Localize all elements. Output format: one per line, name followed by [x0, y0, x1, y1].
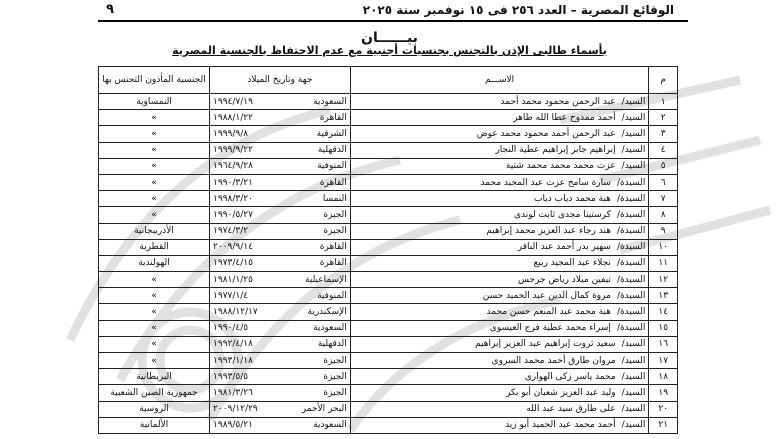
- honorific: السيدة/: [616, 177, 646, 188]
- applicant-name: عبد الرحمن محمود محمد أحمد: [500, 96, 616, 107]
- honorific: السيد/: [621, 96, 646, 107]
- row-number: ٣: [649, 126, 678, 142]
- birth-date: ١٩٨٨/١/٢٢: [213, 112, 253, 123]
- applicant-name-cell: [350, 110, 649, 126]
- table-row: [99, 207, 678, 223]
- row-number: ٩: [649, 223, 678, 239]
- birth-place: القاهرة: [319, 242, 347, 253]
- applicant-name: محمد ياسر زكى الهوارى: [524, 371, 616, 382]
- table-row: [99, 142, 678, 158]
- birth-place-date-cell: [210, 223, 351, 239]
- applicant-name-cell: [350, 207, 649, 223]
- row-number: ٧: [649, 191, 678, 207]
- birth-place-date-cell: [210, 385, 351, 401]
- birth-place: الدقهلية: [317, 339, 347, 350]
- applicant-name: مروة كمال الدين عبد الحميد حسن: [482, 290, 611, 301]
- birth-place: الإسكندرية: [307, 307, 347, 318]
- nationality: »: [99, 320, 210, 336]
- birth-place-date-cell: [210, 401, 351, 417]
- page-header: [98, 2, 688, 22]
- applicant-name-cell: [350, 304, 649, 320]
- birth-place-date-cell: [210, 336, 351, 352]
- applicant-name-cell: [350, 223, 649, 239]
- birth-place: القاهرة: [319, 177, 347, 188]
- honorific: السيدة/: [616, 290, 646, 301]
- header-name: الاســـم: [350, 67, 649, 94]
- birth-place: الجيزة: [323, 226, 347, 237]
- table-row: [99, 223, 678, 239]
- table-row: [99, 385, 678, 401]
- row-number: ١٨: [649, 369, 678, 385]
- birth-place-date-cell: [210, 158, 351, 174]
- birth-place: القاهرة: [319, 112, 347, 123]
- applicant-name: كرستينا مجدى ثابت لوندى: [514, 209, 611, 220]
- birth-place: المنوفية: [317, 161, 347, 172]
- table-row: [99, 255, 678, 271]
- applicant-name-cell: [350, 94, 649, 110]
- row-number: ١: [649, 94, 678, 110]
- table-row: [99, 272, 678, 288]
- document-subtitle: بأسماء طالبى الإذن بالتجنس بجنسيات أجنبية مع عدم الاحتفاظ بالجنسية المصرية: [172, 44, 607, 57]
- nationality: »: [99, 272, 210, 288]
- birth-place-date-cell: [210, 288, 351, 304]
- row-number: ٢: [649, 110, 678, 126]
- birth-date: ١٩٧٧/١/٤: [213, 290, 249, 301]
- honorific: السيد/: [621, 161, 646, 172]
- honorific: السيد/: [621, 387, 646, 398]
- birth-place-date-cell: [210, 353, 351, 369]
- birth-place: الجيزة: [323, 371, 347, 382]
- honorific: السيدة/: [616, 242, 646, 253]
- honorific: السيد/: [621, 145, 646, 156]
- nationality: القطرية: [99, 239, 210, 255]
- honorific: السيدة/: [616, 193, 646, 204]
- table-row: [99, 369, 678, 385]
- table-row: [99, 94, 678, 110]
- nationality: »: [99, 126, 210, 142]
- birth-place-date-cell: [210, 304, 351, 320]
- nationality: البريطانية: [99, 369, 210, 385]
- row-number: ١٢: [649, 272, 678, 288]
- honorific: السيدة/: [616, 258, 646, 269]
- table-row: [99, 353, 678, 369]
- birth-date: ٢٠٠٩/١٢/٢٩: [213, 404, 258, 415]
- applicant-name-cell: [350, 320, 649, 336]
- applicant-name: أحمد ممدوح عطا الله طاهر: [513, 112, 616, 123]
- applicant-name: إبراهيم جابر إبراهيم عطية النجار: [495, 145, 616, 156]
- header-nationality: الجنسية المأذون التجنس بها: [99, 67, 210, 94]
- applicant-name: عزت محمد محمد محمد شتية: [505, 161, 616, 172]
- header-place-date: جهة وتاريخ الميلاد: [210, 67, 351, 94]
- applicant-name: سهير بدر أحمد عبد الباقر: [517, 242, 611, 253]
- table-row: [99, 239, 678, 255]
- applicant-name-cell: [350, 126, 649, 142]
- honorific: السيد/: [621, 112, 646, 123]
- nationality: »: [99, 142, 210, 158]
- row-number: ١٣: [649, 288, 678, 304]
- birth-place: السعودية: [313, 96, 347, 107]
- birth-place-date-cell: [210, 191, 351, 207]
- applicant-name-cell: [350, 288, 649, 304]
- nationality: »: [99, 353, 210, 369]
- birth-place: القاهرة: [319, 258, 347, 269]
- birth-date: ١٩٦٤/٩/٢٨: [213, 161, 253, 172]
- applicant-name-cell: [350, 272, 649, 288]
- birth-date: ١٩٩٢/٤/١٨: [213, 339, 253, 350]
- row-number: ١٠: [649, 239, 678, 255]
- row-number: ٤: [649, 142, 678, 158]
- birth-date: ١٩٩٠/٥/٢٧: [213, 209, 253, 220]
- table-row: [99, 401, 678, 417]
- honorific: السيد/: [621, 404, 646, 415]
- birth-date: ١٩٩٩/٩/٨: [213, 128, 249, 139]
- applicant-name: مروان طارق أحمد محمد السروى: [491, 355, 616, 366]
- applicant-name-cell: [350, 239, 649, 255]
- row-number: ٢١: [649, 417, 678, 433]
- table-row: [99, 110, 678, 126]
- honorific: السيد/: [621, 128, 646, 139]
- nationality: »: [99, 191, 210, 207]
- nationality: »: [99, 207, 210, 223]
- row-number: ١٩: [649, 385, 678, 401]
- birth-date: ١٩٨١/١/٢٥: [213, 274, 253, 285]
- row-number: ١٧: [649, 353, 678, 369]
- table-row: [99, 288, 678, 304]
- birth-date: ١٩٨١/٣/٢٦: [213, 387, 253, 398]
- birth-place-date-cell: [210, 369, 351, 385]
- birth-date: ١٩٩٤/٧/١٩: [213, 96, 253, 107]
- nationality: »: [99, 304, 210, 320]
- applicant-name: تيفين ميلاد رياض جرجس: [518, 274, 611, 285]
- nationality: جمهورية الصين الشعبية: [99, 385, 210, 401]
- applicant-name: وليد عبد العزيز شعبان أبو بكر: [505, 387, 616, 398]
- applicants-table: [98, 66, 678, 434]
- applicant-name-cell: [350, 353, 649, 369]
- row-number: ٢٠: [649, 401, 678, 417]
- birth-date: ١٩٧٣/٤/١٥: [213, 258, 253, 269]
- birth-date: ١٩٧٤/٣/٢: [213, 226, 249, 237]
- birth-place: الدقهلية: [317, 145, 347, 156]
- nationality: الروسية: [99, 401, 210, 417]
- table-row: [99, 191, 678, 207]
- applicant-name: عبد الرحمن أحمد محمود محمد عوض: [476, 128, 616, 139]
- nationality: الألمانية: [99, 417, 210, 433]
- birth-place-date-cell: [210, 94, 351, 110]
- applicant-name-cell: [350, 158, 649, 174]
- table-body: [99, 94, 678, 434]
- birth-place-date-cell: [210, 255, 351, 271]
- birth-date: ١٩٨٨/١٢/١٧: [213, 307, 258, 318]
- applicant-name: هبة محمد دياب دياب: [534, 193, 611, 204]
- row-number: ١١: [649, 255, 678, 271]
- birth-place-date-cell: [210, 142, 351, 158]
- applicant-name: سعيد ثروت إبراهيم عبد العزيز إبراهيم: [475, 339, 616, 350]
- birth-place-date-cell: [210, 239, 351, 255]
- birth-place-date-cell: [210, 174, 351, 190]
- applicant-name: أحمد محمد عبد الحميد أبو زيد: [505, 420, 616, 431]
- birth-place-date-cell: [210, 126, 351, 142]
- table-row: [99, 126, 678, 142]
- page-number: ٩: [106, 2, 114, 17]
- table-row: [99, 174, 678, 190]
- birth-date: ١٩٩٠/٣/٢١: [213, 177, 253, 188]
- applicant-name: نجلاء عبد المجيد ربيع: [533, 258, 611, 269]
- honorific: السيدة/: [616, 307, 646, 318]
- birth-date: ١٩٩٣/٥/٥: [213, 371, 249, 382]
- table-row: [99, 158, 678, 174]
- applicant-name-cell: [350, 174, 649, 190]
- applicant-name: هند رجاء عبد العزيز محمد إبراهيم: [486, 226, 611, 237]
- birth-date: ١٩٩٩/٩/٢٢: [213, 145, 253, 156]
- applicant-name-cell: [350, 385, 649, 401]
- honorific: السيدة/: [616, 226, 646, 237]
- nationality: »: [99, 336, 210, 352]
- row-number: ١٦: [649, 336, 678, 352]
- applicant-name-cell: [350, 191, 649, 207]
- birth-place: النمسا: [322, 193, 347, 204]
- row-number: ٨: [649, 207, 678, 223]
- birth-place: السعودية: [313, 323, 347, 334]
- birth-date: ١٩٩٨/٣/٢٠: [213, 193, 253, 204]
- applicant-name-cell: [350, 417, 649, 433]
- applicant-name-cell: [350, 255, 649, 271]
- applicant-name-cell: [350, 142, 649, 158]
- birth-place: السعودية: [313, 420, 347, 431]
- honorific: السيدة/: [616, 323, 646, 334]
- row-number: ٥: [649, 158, 678, 174]
- nationality: النمساوية: [99, 94, 210, 110]
- applicant-name-cell: [350, 369, 649, 385]
- applicant-name: هبة محمد عبد المنعم حسن محمد: [486, 307, 611, 318]
- birth-place: الجيزة: [323, 387, 347, 398]
- birth-place-date-cell: [210, 110, 351, 126]
- honorific: السيدة/: [616, 209, 646, 220]
- birth-date: ١٩٩٣/١/١٨: [213, 355, 253, 366]
- birth-date: ١٩٨٩/٥/٢١: [213, 420, 253, 431]
- birth-place: البحر الأحمر: [301, 404, 347, 415]
- applicant-name: سارة سامح عزت عبد المجيد محمد: [480, 177, 611, 188]
- birth-place: الجيزة: [323, 209, 347, 220]
- table-row: [99, 417, 678, 433]
- nationality: »: [99, 110, 210, 126]
- birth-place: الجيزة: [323, 355, 347, 366]
- birth-place: الشرقية: [316, 128, 347, 139]
- row-number: ١٤: [649, 304, 678, 320]
- nationality: »: [99, 288, 210, 304]
- applicant-name: إسراء محمد عطية فرج العيسوى: [489, 323, 611, 334]
- applicant-name-cell: [350, 336, 649, 352]
- header-no: م: [649, 67, 678, 94]
- honorific: السيدة/: [616, 274, 646, 285]
- nationality: الأذربيجانية: [99, 223, 210, 239]
- birth-place-date-cell: [210, 272, 351, 288]
- nationality: »: [99, 174, 210, 190]
- honorific: السيد/: [621, 371, 646, 382]
- birth-place-date-cell: [210, 207, 351, 223]
- applicant-name-cell: [350, 401, 649, 417]
- birth-place: الإسماعيلية: [305, 274, 347, 285]
- table-row: [99, 304, 678, 320]
- table-row: [99, 336, 678, 352]
- birth-place-date-cell: [210, 320, 351, 336]
- applicant-name: على طارق سيد عبد الله: [526, 404, 616, 415]
- document-title: بيــــــان: [361, 30, 418, 46]
- birth-date: ٢٠٠٩/٩/١٤: [213, 242, 253, 253]
- birth-place: المنوفية: [317, 290, 347, 301]
- honorific: السيد/: [621, 355, 646, 366]
- nationality: »: [99, 158, 210, 174]
- honorific: السيد/: [621, 420, 646, 431]
- birth-place-date-cell: [210, 417, 351, 433]
- row-number: ٦: [649, 174, 678, 190]
- honorific: السيد/: [621, 339, 646, 350]
- table-header-row: [99, 67, 678, 94]
- table-row: [99, 320, 678, 336]
- row-number: ١٥: [649, 320, 678, 336]
- birth-date: ١٩٩٠/٤/٥: [213, 323, 249, 334]
- nationality: الهولندية: [99, 255, 210, 271]
- header-title: الوقائع المصرية – العدد ٢٥٦ فى ١٥ نوفمبر سنة ٢٠٢٥: [362, 3, 674, 17]
